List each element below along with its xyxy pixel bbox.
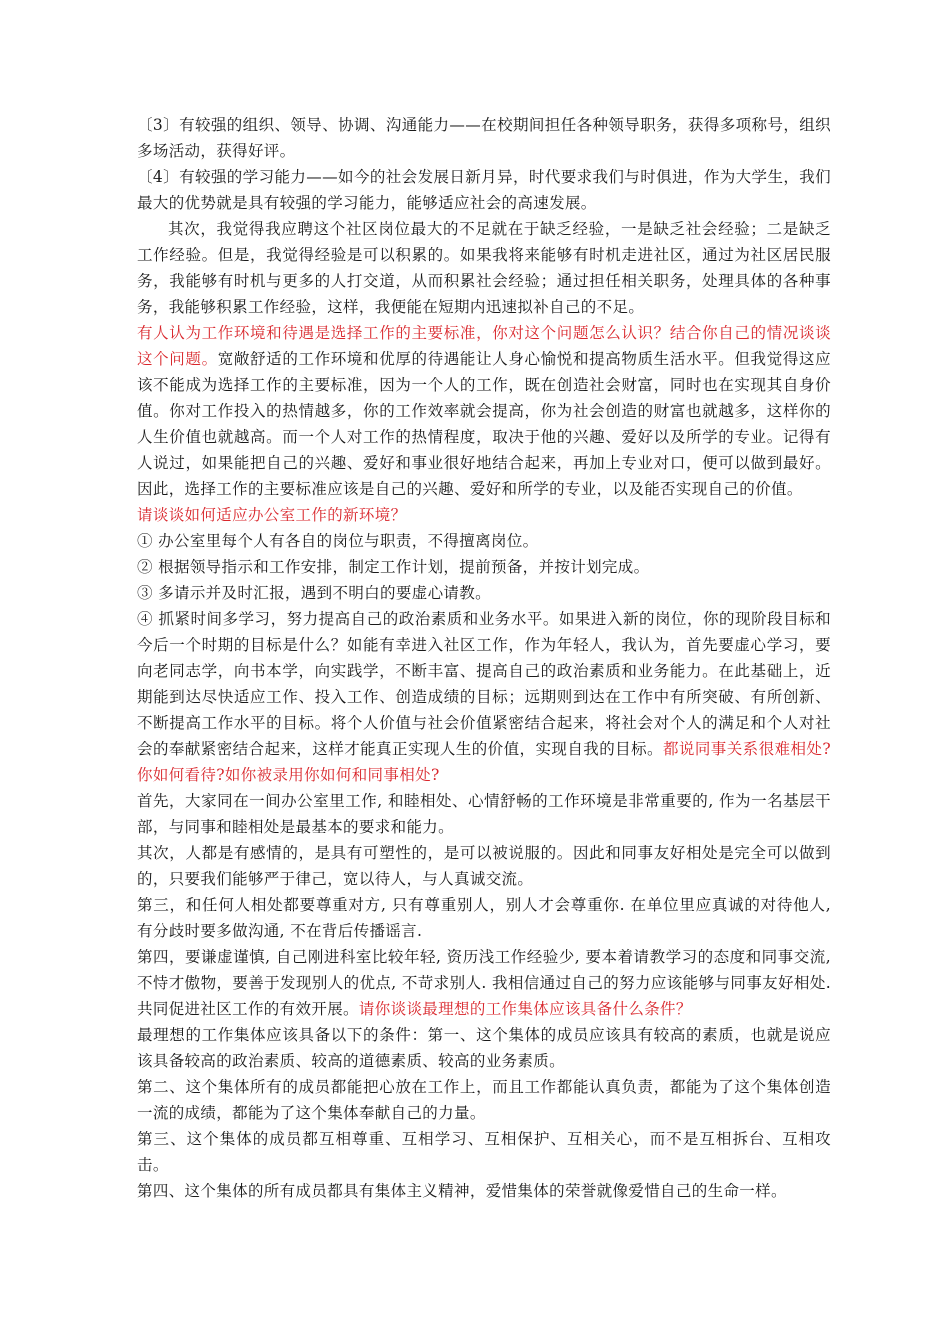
paragraph: 〔3〕有较强的组织、领导、协调、沟通能力——在校期间担任各种领导职务，获得多项称号，组织多场活动，获得好评。 xyxy=(137,116,831,160)
paragraph: 第二、这个集体所有的成员都能把心放在工作上，而且工作都能认真负责，都能为了这个集体创造一流的成绩，都能为了这个集体奉献自己的力量。 xyxy=(137,1078,831,1122)
paragraph: 第三、这个集体的成员都互相尊重、互相学习、互相保护、互相关心，而不是互相拆台、互相攻击。 xyxy=(137,1130,831,1174)
answer-text: ④ 抓紧时间多学习，努力提高自己的政治素质和业务水平。如果进入新的岗位，你的现阶段目标和今后一个时期的目标是什么？如能有幸进入社区工作，作为年轻人，我认为，首先要虚心学习，要向老同志学，向书本学，向实践学，不断丰富、提高自己的政治素质和业务能力。在此基础上，近期能到达尽快适应工作、投入工作、创造成绩的目标；远期则到达在工作中有所突破、有所创新、不断提高工作水平的目标。将个人价值与社会价值紧密结合起来，将社会对个人的满足和个人对社会的奉献紧密结合起来，这样才能真正实现人生的价值，实现自我的目标。 xyxy=(137,610,831,758)
paragraph: 首先，大家同在一间办公室里工作, 和睦相处、心情舒畅的工作环境是非常重要的, 作为一名基层干部，与同事和睦相处是最基本的要求和能力。 xyxy=(137,792,831,836)
list-item: ③ 多请示并及时汇报，遇到不明白的要虚心请教。 xyxy=(137,584,491,602)
paragraph xyxy=(137,944,831,1022)
list-item: ① 办公室里每个人有各自的岗位与职责，不得擅离岗位。 xyxy=(137,532,539,550)
document-body xyxy=(137,112,831,1204)
list-item: ② 根据领导指示和工作安排，制定工作计划，提前预备，并按计划完成。 xyxy=(137,558,650,576)
answer-text: 宽敞舒适的工作环境和优厚的待遇能让人身心愉悦和提高物质生活水平。但我觉得这应该不能成为选择工作的主要标准，因为一个人的工作，既在创造社会财富，同时也在实现其自身价值。你对工作投入的热情越多，你的工作效率就会提高，你为社会创造的财富也就越多，这样你的人生价值也就越高。而一个人对工作的热情程度，取决于他的兴趣、爱好以及所学的专业。记得有人说过，如果能把自己的兴趣、爱好和事业很好地结合起来，再加上专业对口，便可以做到最好。因此，选择工作的主要标准应该是自己的兴趣、爱好和所学的专业，以及能否实现自己的价值。 xyxy=(137,350,831,498)
paragraph: 最理想的工作集体应该具备以下的条件：第一、这个集体的成员应该具有较高的素质，也就是说应该具备较高的政治素质、较高的道德素质、较高的业务素质。 xyxy=(137,1026,831,1070)
paragraph xyxy=(137,320,831,502)
paragraph: 其次，人都是有感情的，是具有可塑性的，是可以被说服的。因此和同事友好相处是完全可以做到的，只要我们能够严于律己，宽以待人，与人真诚交流。 xyxy=(137,844,831,888)
paragraph: 其次，我觉得我应聘这个社区岗位最大的不足就在于缺乏经验，一是缺乏社会经验；二是缺乏工作经验。但是，我觉得经验是可以积累的。如果我将来能够有时机走进社区，通过为社区居民服务，我能够有时机与更多的人打交道，从而积累社会经验；通过担任相关职务，处理具体的各种事务，我能够积累工作经验，这样，我便能在短期内迅速拟补自己的不足。 xyxy=(137,220,831,316)
question-heading: 有人认为工作环境和待遇是选择工作的主要标准，你对这个问题怎么认识？结合你自己的情况谈谈这个问题。 xyxy=(137,324,831,368)
paragraph: 第四、这个集体的所有成员都具有集体主义精神，爱惜集体的荣誉就像爱惜自己的生命一样。 xyxy=(137,1182,787,1200)
question-heading: 请你谈谈最理想的工作集体应该具备什么条件？ xyxy=(358,1000,692,1018)
list-item xyxy=(137,606,831,788)
paragraph: 〔4〕有较强的学习能力——如今的社会发展日新月异，时代要求我们与时俱进，作为大学生，我们最大的优势就是具有较强的学习能力，能够适应社会的高速发展。 xyxy=(137,168,831,212)
answer-text: 第四，要谦虚谨慎, 自己刚进科室比较年轻, 资历浅工作经验少, 要本着请教学习的态度和同事交流, 不恃才傲物，要善于发现别人的优点, 不苛求别人. 我相信通过自己的努力应该能够与同事友好相处. 共同促进社区工作的有效开展。 xyxy=(137,948,831,1018)
question-heading: 请谈谈如何适应办公室工作的新环境？ xyxy=(137,506,407,524)
paragraph: 第三，和任何人相处都要尊重对方, 只有尊重别人，别人才会尊重你. 在单位里应真诚的对待他人, 有分歧时要多做沟通, 不在背后传播谣言. xyxy=(137,896,831,940)
question-heading: 都说同事关系很难相处?你如何看待?如你被录用你如何和同事相处? xyxy=(137,740,831,784)
